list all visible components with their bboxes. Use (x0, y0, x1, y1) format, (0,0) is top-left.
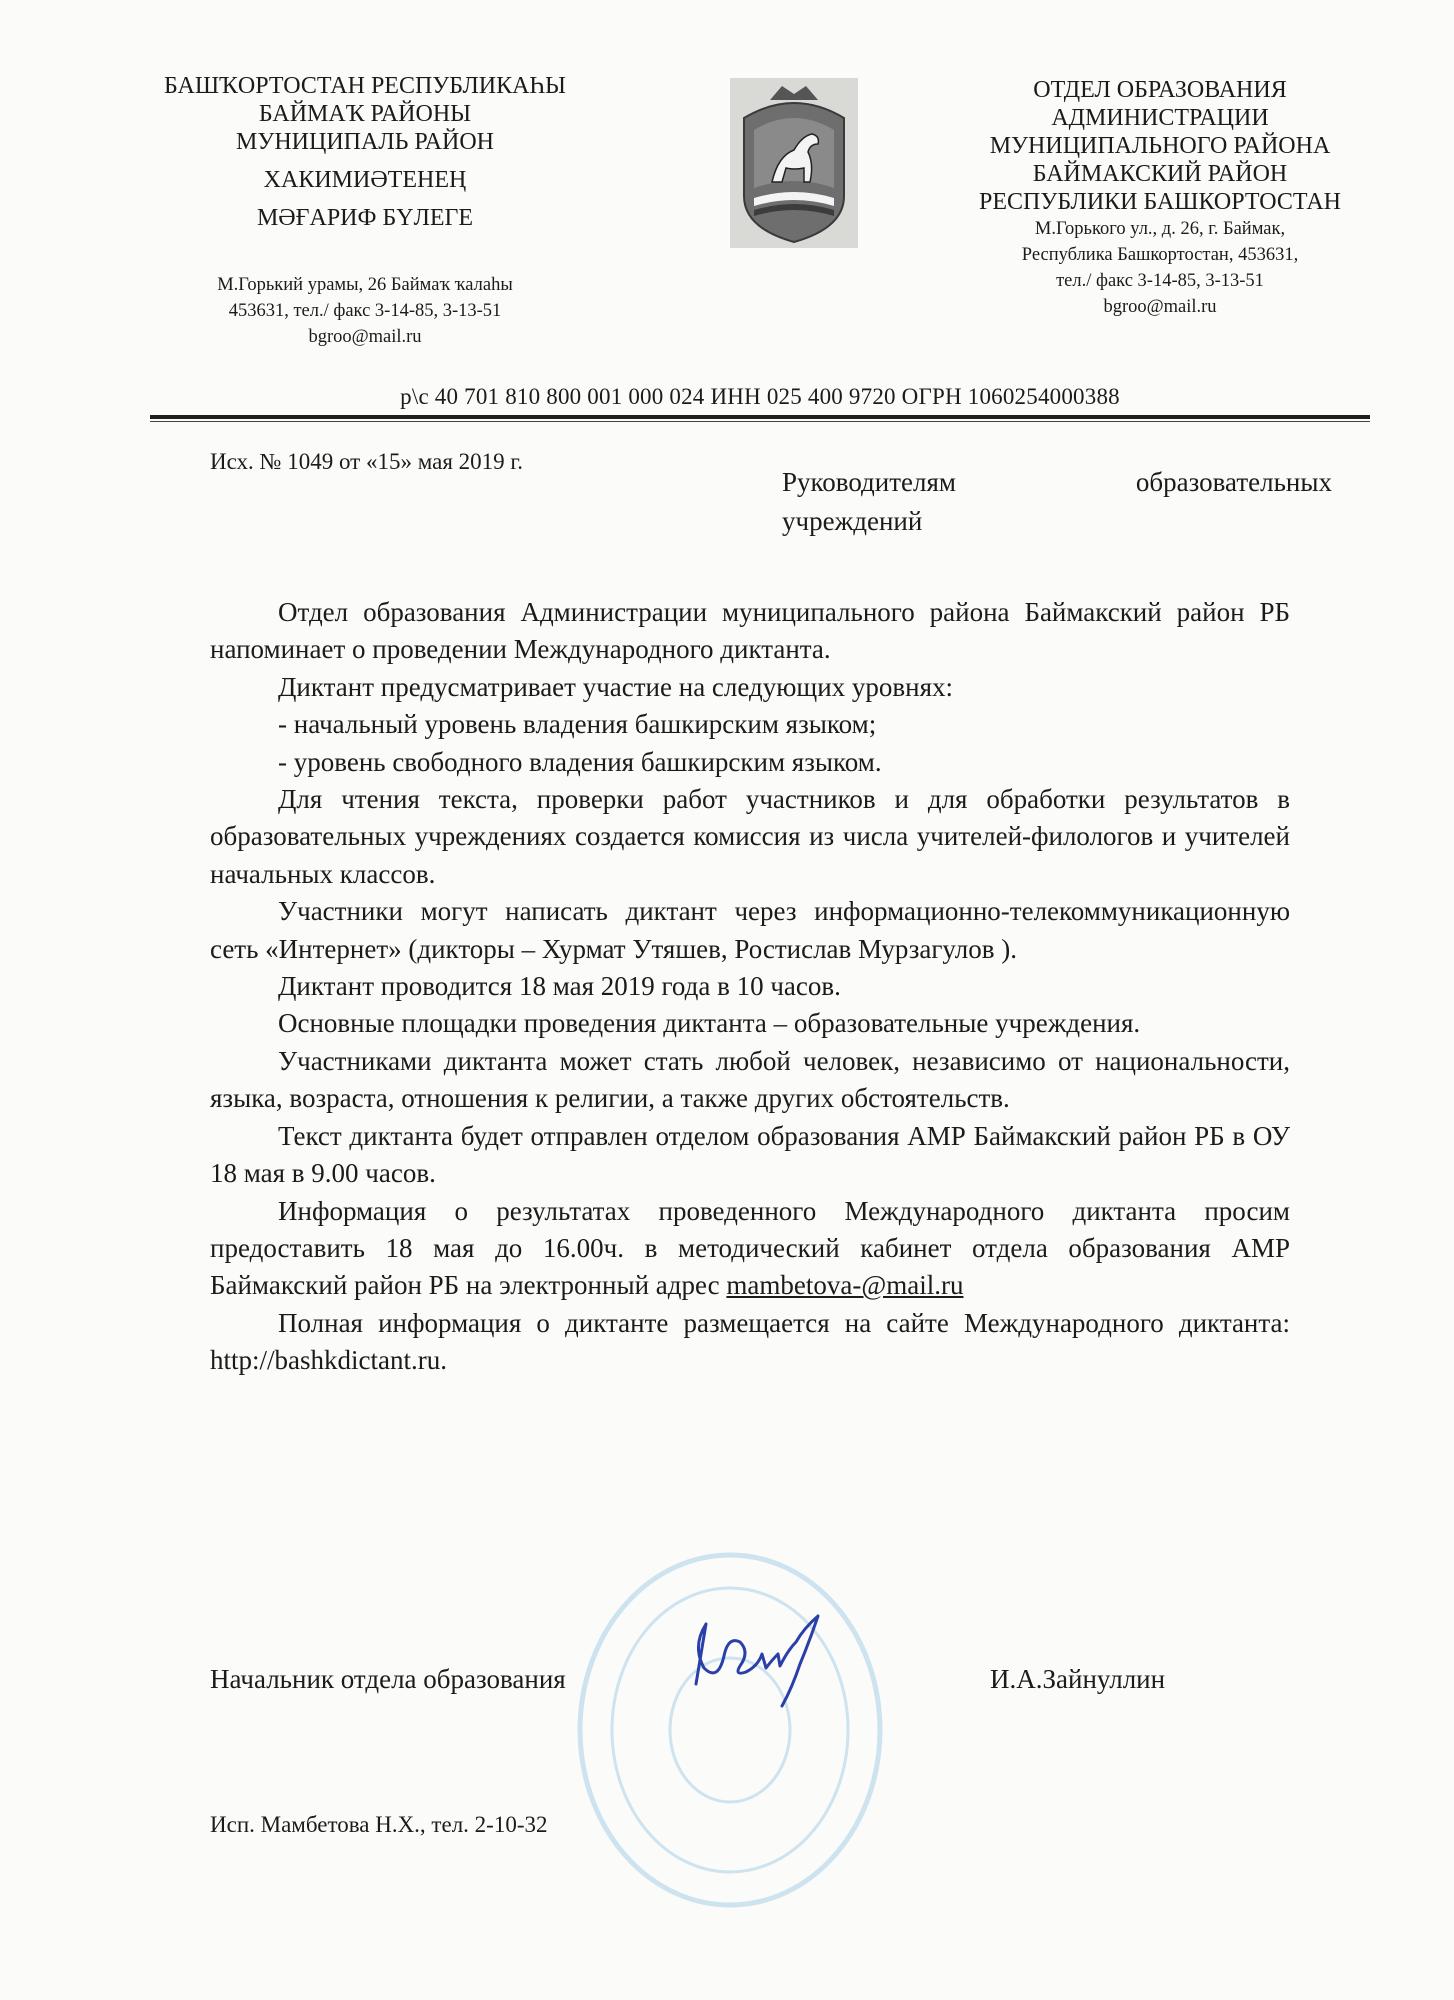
addressee-line2: учреждений (782, 506, 923, 536)
list-item-level-2: - уровень свободного владения башкирским языком. (278, 746, 882, 777)
header-left-email: bgroo@mail.ru (308, 327, 422, 347)
header-left-address2: 453631, тел./ факс 3-14-85, 3-13-51 (228, 301, 502, 321)
paragraph-12: Полная информация о диктанте размещается на сайте Международного диктанта: http://bashkdictant.ru. (210, 1307, 1290, 1376)
header-left-address1: М.Горький урамы, 26 Баймаҡ ҡалаһы (217, 275, 513, 295)
bank-requisites: р\с 40 701 810 800 001 000 024 ИНН 025 400 9720 ОГРН 1060254000388 (400, 384, 1120, 409)
paragraph-7: Диктант проводится 18 мая 2019 года в 10 часов. (278, 971, 841, 1002)
paragraph-2: Диктант предусматривает участие на следующих уровнях: (278, 671, 954, 702)
addressee (782, 463, 1332, 541)
header-right-line2: АДМИНИСТРАЦИИ (1051, 105, 1269, 131)
header-right-address (920, 216, 1400, 320)
header-left-line4: ХАКИМИӘТЕНЕҢ (263, 167, 467, 193)
paragraph-1: Отдел образования Администрации муниципального района Баймакский район РБ напоминает о проведении Международного диктанта. (210, 597, 1290, 665)
header-left-line1: БАШҠОРТОСТАН РЕСПУБЛИКАҺЫ (164, 73, 566, 99)
coat-of-arms-horse-icon (730, 78, 858, 248)
header-left-line2: БАЙМАҠ РАЙОНЫ (258, 101, 472, 127)
header-right-russian (920, 76, 1400, 320)
header-divider (150, 415, 1370, 422)
paragraph-10: Текст диктанта будет отправлен отделом образования АМР Баймакский район РБ в ОУ 18 мая в 9.00 часов. (210, 1120, 1290, 1189)
paragraph-6: Участники могут написать диктант через информационно-телекоммуникационную сеть «Интернет» (дикторы – Хурмат Утяшев, Ростислав Мурзагулов ). (210, 896, 1290, 964)
paragraph-8: Основные площадки проведения диктанта – образовательные учреждения. (278, 1008, 1141, 1039)
header-left-line5: МӘҒАРИФ БҮЛЕГЕ (256, 205, 474, 231)
official-stamp-icon (560, 1530, 900, 1930)
outgoing-number: Исх. № 1049 от «15» мая 2019 г. (210, 449, 523, 474)
executor-contact: Исп. Мамбетова Н.Х., тел. 2-10-32 (210, 1812, 548, 1837)
header-right-line4: БАЙМАКСКИЙ РАЙОН (1032, 161, 1288, 187)
header-left-bashkir (140, 72, 590, 350)
header-left-line3: МУНИЦИПАЛЬ РАЙОН (236, 129, 494, 155)
header-left-address (140, 272, 590, 350)
paragraph-5: Для чтения текста, проверки работ участников и для обработки результатов в образовательных учреждениях создается комиссия из числа учителей-филологов и учителей начальных классов. (210, 784, 1290, 889)
addressee-line1: Руководителям образовательных (782, 467, 1332, 497)
header-right-email: bgroo@mail.ru (1103, 297, 1217, 317)
header-right-address1: М.Горького ул., д. 26, г. Баймак, (1034, 219, 1286, 239)
results-email-link[interactable]: mambetova-@mail.ru (726, 1270, 964, 1301)
header-right-line1: ОТДЕЛ ОБРАЗОВАНИЯ (1033, 77, 1287, 103)
header-right-line5: РЕСПУБЛИКИ БАШКОРТОСТАН (979, 189, 1341, 215)
paragraph-11 (210, 1193, 1290, 1305)
header-right-line3: МУНИЦИПАЛЬНОГО РАЙОНА (989, 133, 1331, 159)
header-right-address2: Республика Башкортостан, 453631, (1021, 245, 1299, 265)
handwritten-signature-icon (684, 1606, 854, 1716)
signer-name: И.А.Зайнуллин (990, 1664, 1166, 1694)
paragraph-9: Участниками диктанта может стать любой человек, независимо от национальности, языка, возраста, отношения к религии, а также других обстоятельств. (210, 1045, 1290, 1114)
header-right-address3: тел./ факс 3-14-85, 3-13-51 (1056, 271, 1264, 291)
paragraph-11-text: Информация о результатах проведенного Международного диктанта просим предоставить 18 мая до 16.00ч. в методический кабинет отдела образования АМР Баймакский район РБ на электронный адрес (210, 1195, 1290, 1301)
signer-title: Начальник отдела образования (210, 1664, 566, 1694)
letter-body (210, 594, 1290, 1380)
list-item-level-1: - начальный уровень владения башкирским языком; (278, 709, 877, 740)
